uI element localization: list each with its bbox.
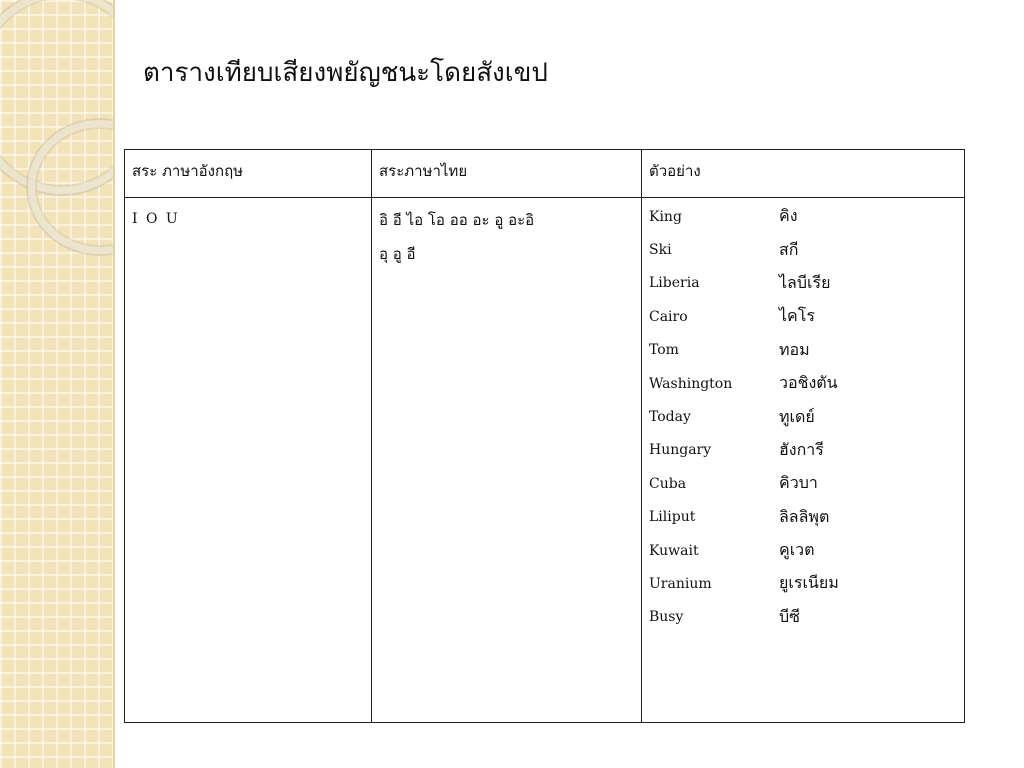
example-english: Uranium	[649, 575, 712, 592]
example-english: Cuba	[649, 475, 687, 492]
example-row	[649, 233, 957, 266]
example-row	[649, 267, 957, 300]
slide-title: ตารางเทียบเสียงพยัญชนะโดยสังเขป	[143, 58, 548, 88]
example-thai: ทูเดย์	[779, 406, 815, 426]
example-english: Ski	[649, 242, 672, 259]
example-row	[649, 300, 957, 333]
example-row	[649, 501, 957, 534]
table-row	[125, 198, 965, 723]
example-thai: ทอม	[779, 339, 810, 359]
thai-vowels-line: อุ อู อี	[379, 245, 416, 263]
example-thai: ลิลลิพุต	[779, 506, 830, 526]
example-row	[649, 367, 957, 400]
example-english: Liliput	[649, 509, 696, 526]
example-thai: คูเวต	[779, 540, 815, 560]
example-thai: ไคโร	[779, 306, 815, 326]
example-row	[649, 200, 957, 233]
header-english-vowels: สระ ภาษาอังกฤษ	[125, 150, 372, 198]
example-row	[649, 567, 957, 600]
example-thai: สกี	[779, 239, 799, 259]
header-examples: ตัวอย่าง	[642, 150, 965, 198]
example-english: Hungary	[649, 442, 712, 459]
english-vowels-cell	[125, 198, 372, 723]
example-english: Cairo	[649, 308, 688, 325]
header-thai-vowels: สระภาษาไทย	[372, 150, 642, 198]
example-english: Washington	[649, 375, 733, 392]
examples-cell	[642, 198, 965, 723]
thai-vowels-line: อิ อี ไอ โอ ออ อะ อู อะอิ	[379, 211, 535, 229]
decorative-side-panel	[0, 0, 115, 768]
example-row	[649, 334, 957, 367]
example-row	[649, 601, 957, 634]
example-thai: วอชิงตัน	[779, 373, 838, 393]
english-vowels: I O U	[132, 211, 180, 227]
example-english: Today	[649, 409, 691, 426]
example-thai: ไลบีเรีย	[779, 272, 831, 292]
example-english: King	[649, 208, 682, 225]
thai-vowels-cell	[372, 198, 642, 723]
example-row	[649, 434, 957, 467]
example-english: Busy	[649, 609, 684, 626]
example-english: Tom	[649, 342, 679, 359]
examples-list	[649, 200, 957, 634]
example-thai: คิวบา	[779, 473, 818, 493]
vowel-comparison-table	[124, 149, 965, 723]
example-thai: คิง	[779, 206, 798, 226]
example-row	[649, 534, 957, 567]
example-english: Liberia	[649, 275, 700, 292]
example-thai: ฮังการี	[779, 439, 824, 459]
example-thai: ยูเรเนียม	[779, 573, 839, 593]
example-row	[649, 467, 957, 500]
example-english: Kuwait	[649, 542, 699, 559]
example-row	[649, 400, 957, 433]
example-thai: บีซี	[779, 606, 801, 626]
table-header-row	[125, 150, 965, 198]
